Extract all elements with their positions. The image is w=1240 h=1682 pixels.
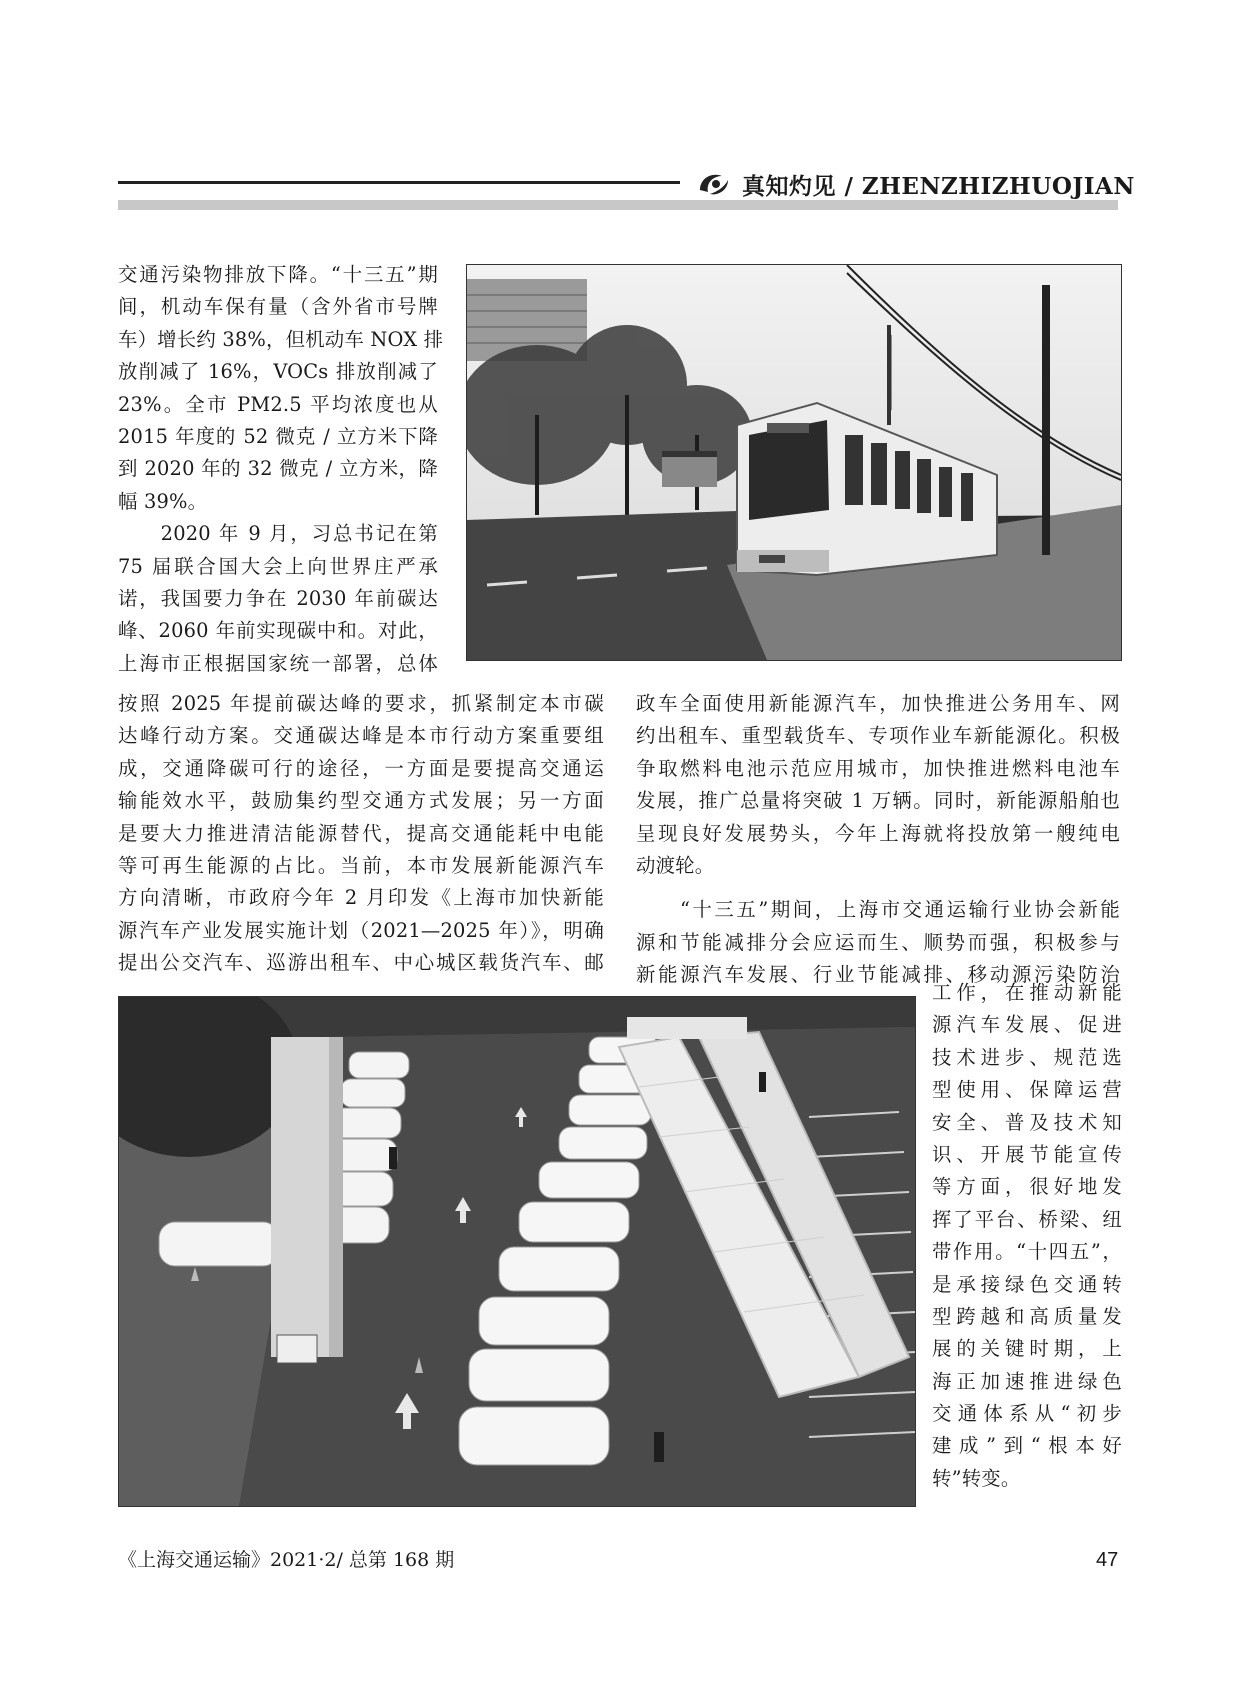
text-line: 成，交通降碳可行的途径，一方面是要提高交通运: [118, 756, 604, 780]
text-line: 2020 年 9 月，习总书记在第: [118, 522, 438, 546]
text-line: 新能源汽车发展、行业节能减排、移动源污染防治: [636, 963, 1120, 987]
text-line: 识、开展节能宣传: [932, 1142, 1122, 1166]
text-line: 等可再生能源的占比。当前，本市发展新能源汽车: [118, 853, 604, 877]
text-line: 75 届联合国大会上向世界庄严承: [118, 554, 438, 578]
text-line: 等方面，很好地发: [932, 1175, 1122, 1199]
text-line: 交通体系从“初步: [932, 1402, 1122, 1426]
text-line: 呈现良好发展势头，今年上海就将投放第一艘纯电: [636, 821, 1120, 845]
text-line: 提出公交汽车、巡游出租车、中心城区载货汽车、邮: [118, 951, 604, 975]
text-line: 发展，推广总量将突破 1 万辆。同时，新能源船舶也: [636, 789, 1120, 813]
left-column-lower-text: [118, 688, 604, 980]
text-line: 方向清晰，市政府今年 2 月印发《上海市加快新能: [118, 886, 604, 910]
page-number: 47: [1096, 1549, 1119, 1571]
left-column-upper-text: [118, 259, 444, 680]
text-line: 源和节能减排分会应运而生、顺势而强，积极参与: [636, 930, 1120, 954]
header-rule: [118, 181, 680, 184]
text-line: 海正加速推进绿色: [932, 1369, 1122, 1393]
text-line: 间，机动车保有量（含外省市号牌: [118, 295, 438, 319]
text-line: 动渡轮。: [636, 853, 715, 877]
tram-photo: [466, 264, 1122, 661]
text-line: 交通污染物排放下降。“十三五”期: [118, 263, 438, 286]
text-line: 车）增长约 38%，但机动车 NOX 排: [118, 327, 444, 351]
text-line: 安全、普及技术知: [932, 1110, 1122, 1134]
text-line: 幅 39%。: [118, 489, 208, 513]
text-line: 建成”到“根本好: [932, 1434, 1122, 1458]
text-line: “十三五”期间，上海市交通运输行业协会新能: [636, 898, 1120, 922]
text-line: 输能效水平，鼓励集约型交通方式发展；另一方面: [118, 789, 604, 813]
text-line: 到 2020 年的 32 微克 / 立方米，降: [118, 457, 438, 481]
text-line: 峰、2060 年前实现碳中和。对此，: [118, 619, 438, 643]
text-line: 按照 2025 年提前碳达峰的要求，抓紧制定本市碳: [118, 692, 604, 715]
right-column-upper-text: [636, 688, 1120, 992]
text-line: 带作用。“十四五”，: [932, 1240, 1122, 1264]
text-line: 是要大力推进清洁能源替代，提高交通能耗中电能: [118, 821, 604, 845]
text-line: 是承接绿色交通转: [932, 1272, 1122, 1296]
text-line: 源汽车发展、促进: [932, 1013, 1122, 1037]
text-line: 23%。全市 PM2.5 平均浓度也从: [118, 392, 438, 416]
text-line: 型使用、保障运营: [932, 1078, 1122, 1102]
text-line: 争取燃料电池示范应用城市，加快推进燃料电池车: [636, 756, 1120, 780]
text-line: 展的关键时期，上: [932, 1337, 1122, 1361]
text-line: 源汽车产业发展实施计划（2021—2025 年）》，明确: [118, 918, 604, 942]
text-line: 约出租车、重型载货车、专项作业车新能源化。积极: [636, 724, 1120, 748]
column-logo-icon: [694, 168, 734, 200]
text-line: 挥了平台、桥梁、纽: [932, 1207, 1122, 1231]
header-band: [118, 200, 1118, 210]
journal-issue: 《上海交通运输》2021·2/ 总第 168 期: [118, 1549, 455, 1571]
text-line: 达峰行动方案。交通碳达峰是本市行动方案重要组: [118, 724, 604, 748]
text-line: 上海市正根据国家统一部署，总体: [118, 651, 438, 675]
right-column-narrow-text: [932, 977, 1122, 1495]
text-line: 放削减了 16%，VOCs 排放削减了: [118, 360, 438, 384]
text-line: 政车全面使用新能源汽车，加快推进公务用车、网: [636, 692, 1120, 715]
text-line: 转”转变。: [932, 1466, 1021, 1490]
column-title: 真知灼见 / ZHENZHIZHUOJIAN: [742, 173, 1135, 200]
text-line: 技术进步、规范选: [932, 1045, 1122, 1069]
text-line: 2015 年度的 52 微克 / 立方米下降: [118, 424, 438, 448]
text-line: 型跨越和高质量发: [932, 1304, 1122, 1328]
charging-lot-photo: [118, 996, 916, 1507]
text-line: 诺，我国要力争在 2030 年前碳达: [118, 586, 438, 610]
text-line: 工作，在推动新能: [932, 981, 1122, 1004]
